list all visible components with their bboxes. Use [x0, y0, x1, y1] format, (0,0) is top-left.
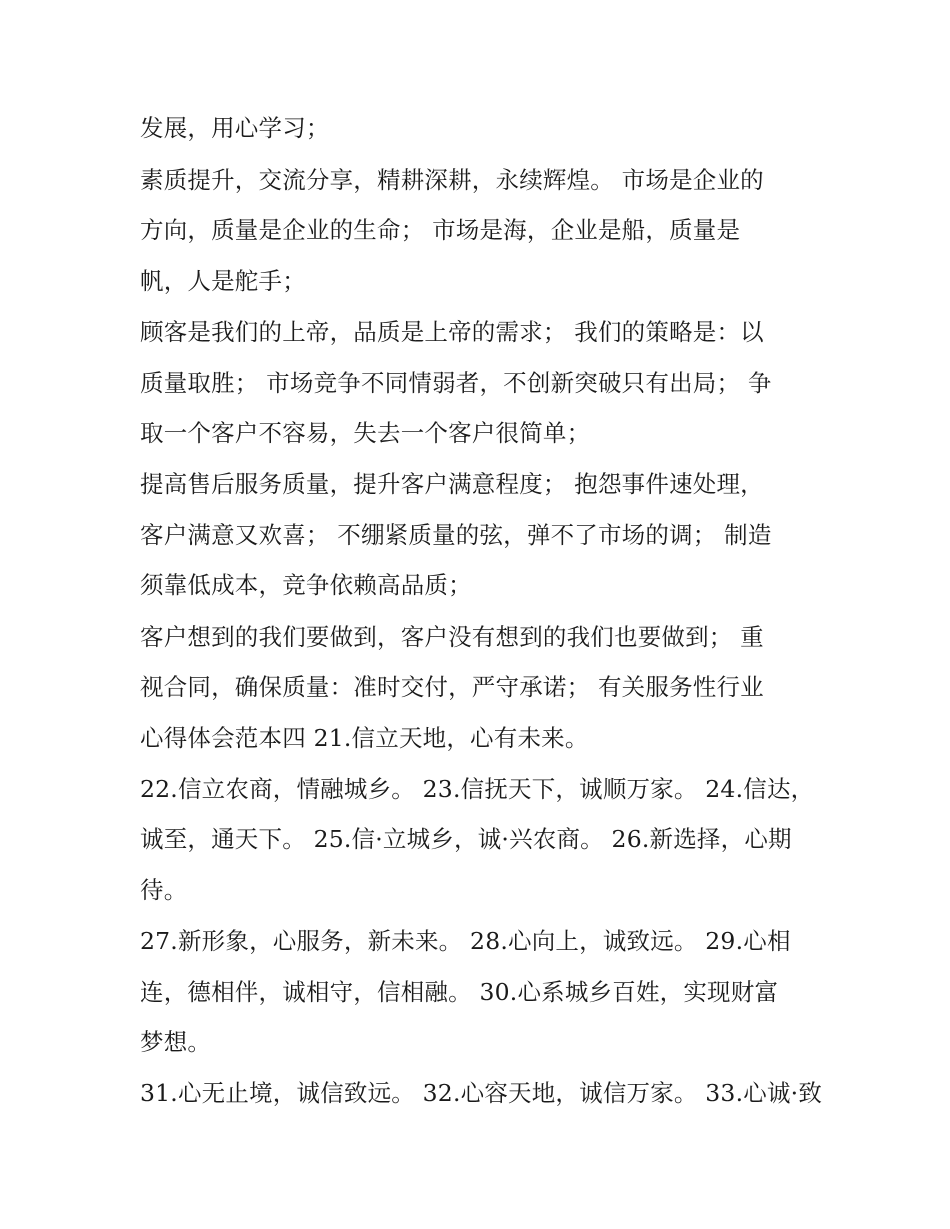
text-line: 31.心无止境，诚信致远。 32.心容天地，诚信万家。 33.心诚·致: [140, 1079, 823, 1107]
text-line: 待。: [140, 876, 188, 904]
text-line: 连，德相伴，诚相守，信相融。 30.心系城乡百姓，实现财富: [140, 978, 779, 1006]
text-line: 须靠低成本，竞争依赖高品质；: [140, 571, 472, 599]
text-line: 顾客是我们的上帝，品质是上帝的需求； 我们的策略是：以: [140, 318, 764, 346]
text-line: 22.信立农商，情融城乡。 23.信抚天下，诚顺万家。 24.信达，: [140, 775, 815, 803]
text-line: 诚至，通天下。 25.信·立城乡，诚·兴农商。 26.新选择，心期: [140, 825, 792, 853]
text-line: 心得体会范本四 21.信立天地，心有未来。: [140, 724, 589, 752]
text-line: 素质提升，交流分享，精耕深耕，永续辉煌。 市场是企业的: [140, 166, 764, 194]
text-line: 帆，人是舵手；: [140, 267, 306, 295]
text-line: 方向，质量是企业的生命； 市场是海，企业是船，质量是: [140, 216, 741, 244]
text-line: 客户满意又欢喜； 不绷紧质量的弦，弹不了市场的调； 制造: [140, 521, 772, 549]
text-line: 质量取胜； 市场竞争不同情弱者，不创新突破只有出局； 争: [140, 369, 772, 397]
text-line: 视合同，确保质量：准时交付，严守承诺； 有关服务性行业: [140, 673, 764, 701]
text-line: 提高售后服务质量，提升客户满意程度； 抱怨事件速处理，: [140, 470, 764, 498]
text-line: 发展，用心学习；: [140, 114, 330, 142]
text-line: 客户想到的我们要做到，客户没有想到的我们也要做到； 重: [140, 623, 764, 651]
text-line: 梦想。: [140, 1028, 212, 1056]
text-line: 取一个客户不容易，失去一个客户很简单；: [140, 419, 591, 447]
text-line: 27.新形象，心服务，新未来。 28.心向上，诚致远。 29.心相: [140, 927, 791, 955]
